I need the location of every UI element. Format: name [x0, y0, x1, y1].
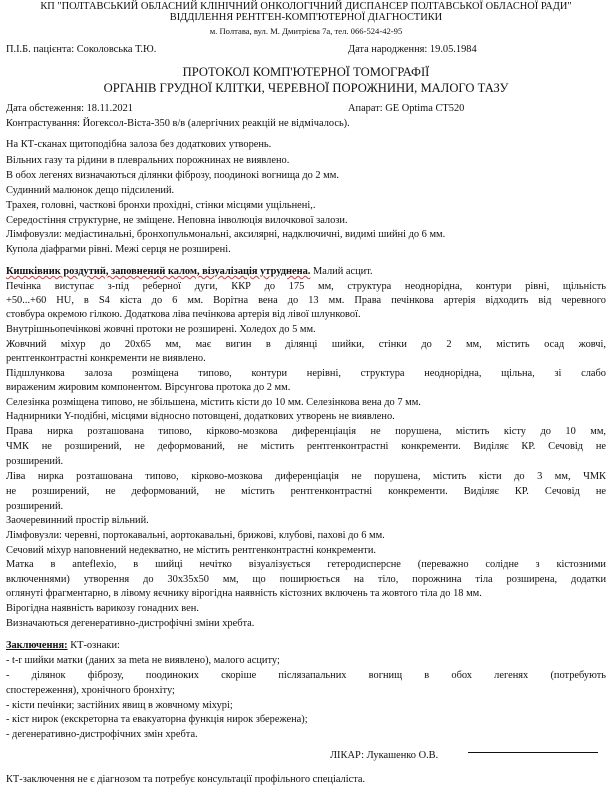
right-kidney-finding: Права нирка розташована типово, кірково-мозкова диференціація не порушена, містить кісту до 10 мм,	[6, 426, 606, 437]
uterus-finding: оглянуті фрагментарно, в лівому яєчнику вірогідна наявність кістозних включень та жовтого тіла до 18 мм.	[6, 588, 482, 599]
left-kidney-finding: Ліва нирка розташована типово, кірково-мозкова диференціація не порушена, містить кісти до 3 мм, ЧМК	[6, 471, 606, 482]
conclusion-item: - t-r шийки матки (даних за meta не виявлено), малого асциту;	[6, 655, 280, 666]
patient-name-label: П.І.Б. пацієнта:	[6, 44, 75, 55]
veins-finding: Вірогідна наявність варикозу гонадних вен.	[6, 603, 199, 614]
doctor-label: ЛІКАР:	[330, 750, 364, 761]
exam-date-label: Дата обстеження:	[6, 103, 84, 114]
right-kidney-finding: розширений.	[6, 456, 64, 467]
spine-finding: Визначаються дегенеративно-дистрофічні зміни хребта.	[6, 618, 255, 629]
bowel-finding	[6, 266, 373, 278]
chest-finding: На КТ-сканах щитоподібна залоза без додаткових утворень.	[6, 139, 272, 150]
conclusion-intro: КТ-ознаки:	[70, 640, 120, 651]
exam-date-value: 18.11.2021	[86, 103, 133, 114]
chest-finding: Вільних газу та рідини в плевральних порожнинах не виявлено.	[6, 155, 290, 166]
exam-device-row	[348, 103, 464, 115]
bowel-finding-bold: Кишківник роздутий, заповнений калом, візуалізація утруднена.	[6, 266, 311, 277]
patient-dob-label: Дата народження:	[348, 44, 428, 55]
retroperitoneum-finding: Заочеревинний простір вільний.	[6, 515, 149, 526]
exam-date-row	[6, 103, 133, 115]
uterus-finding: включеннями) утворення до 30х35х50 мм, що поширюється на тіло, порожнина тіла розширена, додатки	[6, 574, 606, 585]
left-kidney-finding: розширений.	[6, 501, 64, 512]
doctor-signature-row	[330, 750, 438, 762]
pancreas-finding: вираженим жировим компонентом. Вірсунгова протока до 2 мм.	[6, 382, 291, 393]
conclusion-label: Заключення:	[6, 640, 68, 651]
chest-finding: Судинний малюнок дещо підсилений.	[6, 185, 175, 196]
patient-name-row	[6, 44, 156, 56]
org-name-line1: КП "ПОЛТАВСЬКИЙ ОБЛАСНИЙ КЛІНІЧНИЙ ОНКОЛОГІЧНИЙ ДИСПАНСЕР ПОЛТАВСЬКОЇ ОБЛАСНОЇ РАДИ"	[40, 1, 572, 12]
liver-finding: Печінка виступає з-під реберної дуги, ККР до 175 мм, структура неоднорідна, контури рівні, щільність	[6, 281, 606, 292]
chest-finding: В обох легенях визначаються ділянки фіброзу, поодинокі вогнища до 2 мм.	[6, 170, 339, 181]
gallbladder-finding: рентгенконтрастні конкременти не виявлено.	[6, 353, 206, 364]
chest-finding: Середостіння структурне, не зміщене. Неповна інволюція вилочкової залози.	[6, 215, 348, 226]
org-address: м. Полтава, вул. М. Дмитрієва 7а, тел. 066-524-42-95	[209, 26, 403, 36]
footer-disclaimer: КТ-заключення не є діагнозом та потребує консультації профільного спеціаліста.	[6, 774, 366, 785]
signature-line	[468, 752, 598, 753]
exam-device-label: Апарат:	[348, 103, 383, 114]
adrenals-finding: Наднирники Y-подібні, місцями відносно потовщені, додаткових утворень не виявлено.	[6, 411, 395, 422]
exam-device-value: GE Optima CT520	[385, 103, 465, 114]
conclusion-heading	[6, 640, 120, 652]
ducts-finding: Внутрішньопечінкові жовчні протоки не розширені. Холедох до 5 мм.	[6, 324, 316, 335]
chest-finding: Купола діафрагми рівні. Межі серця не розширені.	[6, 244, 231, 255]
patient-dob-value: 19.05.1984	[429, 44, 477, 55]
conclusion-item: спостереження), хронічного бронхіту;	[6, 685, 175, 696]
spleen-finding: Селезінка розміщена типово, не збільшена, містить кісти до 10 мм. Селезінкова вена до 7 мм.	[6, 397, 421, 408]
gallbladder-finding: Жовчний міхур до 20х65 мм, має вигин в ділянці шийки, стінки до 2 мм, містить осад жовчі,	[6, 339, 606, 350]
liver-finding: +50...+60 HU, в S4 кіста до 6 мм. Ворітна вена до 13 мм. Права печінкова артерія відходить від черевного	[6, 295, 606, 306]
liver-finding: стовбура окремою гілкою. Додаткова ліва печінкова артерія від лівої шлункової.	[6, 309, 361, 320]
doctor-name: Лукашенко О.В.	[366, 750, 439, 761]
protocol-title-line2: ОРГАНІВ ГРУДНОЇ КЛІТКИ, ЧЕРЕВНОЇ ПОРОЖНИНИ, МАЛОГО ТАЗУ	[103, 81, 509, 95]
chest-finding: Трахея, головні, часткові бронхи прохідні, стінки місцями ущільнені,.	[6, 200, 316, 211]
org-name-line2: ВІДДІЛЕННЯ РЕНТГЕН-КОМП'ЮТЕРНОЇ ДІАГНОСТИКИ	[169, 12, 443, 23]
lymph-nodes-finding: Лімфовузли: черевні, портокавальні, аортокавальні, брижові, клубові, пахові до 6 мм.	[6, 530, 385, 541]
chest-finding: Лімфовузли: медіастинальні, бронхопульмональні, аксилярні, надключичні, видимі шийні до 6 мм.	[6, 229, 446, 240]
conclusion-item: - ділянок фіброзу, поодиноких скоріше післязапальних вогнищ в обох легенях (потребують	[6, 670, 606, 681]
exam-contrast: Контрастування: Йогексол-Віста-350 в/в (алергічних реакцій не відмічалось).	[6, 118, 350, 129]
pancreas-finding: Підшлункова залоза розміщена типово, контури нерівні, структура неоднорідна, щільна, зі слабо	[6, 368, 606, 379]
conclusion-item: - дегенеративно-дистрофічних змін хребта.	[6, 729, 198, 740]
left-kidney-finding: не розширений, не деформований, не містить рентгенконтрастні конкременти. Виділяє КР. Сечовід не	[6, 486, 606, 497]
conclusion-item: - кісти печінки; застійних явищ в жовчному міхурі;	[6, 700, 233, 711]
patient-name-value: Соколовська Т.Ю.	[76, 44, 157, 55]
bladder-finding: Сечовий міхур наповнений недекватно, не містить рентгенконтрастні конкременти.	[6, 545, 376, 556]
protocol-title-line1: ПРОТОКОЛ КОМП'ЮТЕРНОЇ ТОМОГРАФІЇ	[182, 65, 430, 79]
patient-dob-row	[348, 44, 477, 56]
conclusion-item: - кіст нирок (екскреторна та евакуаторна функція нирок збережена);	[6, 714, 308, 725]
right-kidney-finding: ЧМК не розширений, не деформований, не містить рентгенконтрастні конкременти. Виділяє КР. Сечовід не	[6, 441, 606, 452]
uterus-finding: Матка в anteflexio, в шийці нечітко візуалізується гетеродисперсне (переважно солідне з кістозними	[6, 559, 606, 570]
bowel-finding-rest: Малий асцит.	[313, 266, 373, 277]
